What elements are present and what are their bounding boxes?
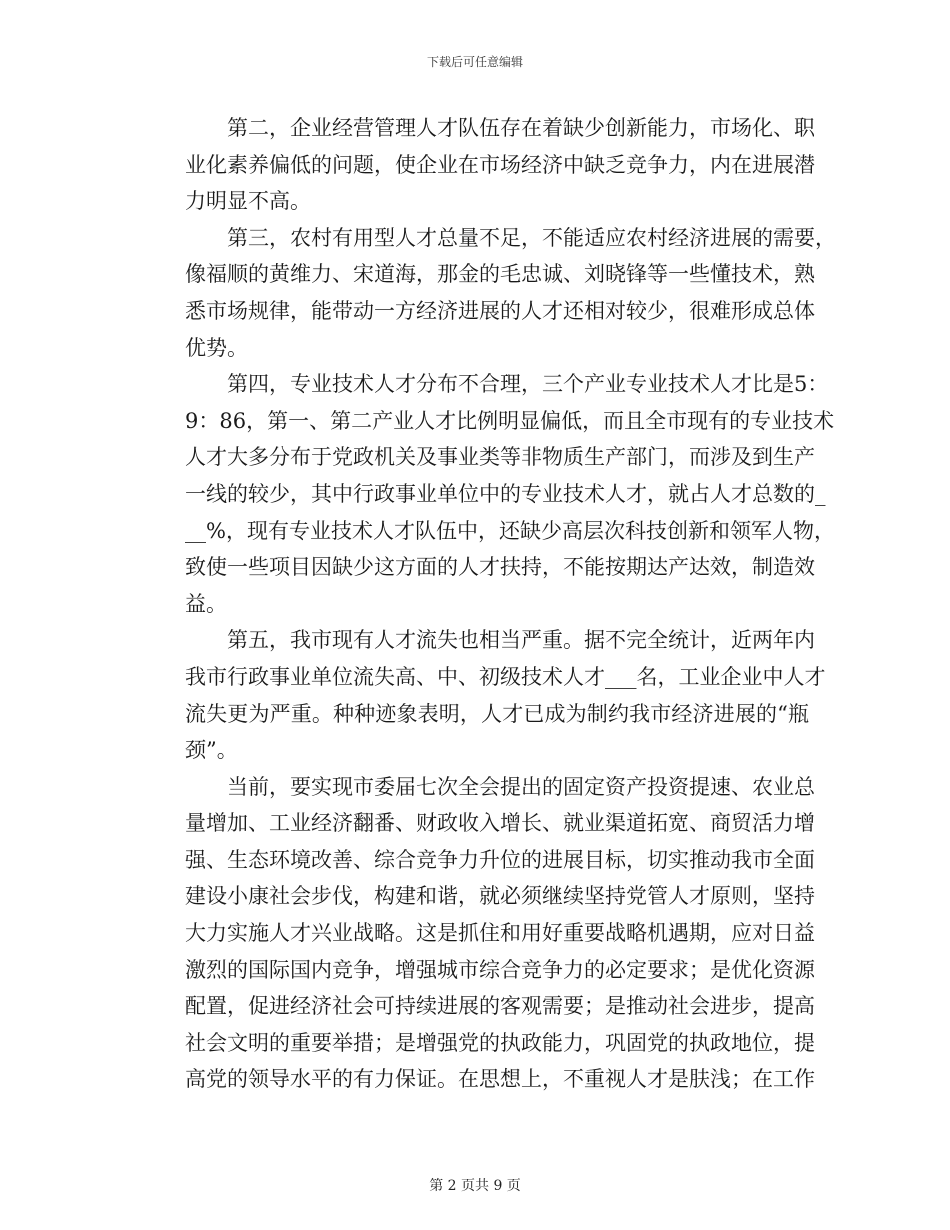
text-line: 第四，专业技术人才分布不合理，三个产业专业技术人才比是5： [227, 372, 829, 397]
text-line: 建设小康社会步伐，构建和谐，就必须继续坚持党管人才原则，坚持 [185, 884, 815, 909]
text-line: __%，现有专业技术人才队伍中，还缺少高层次科技创新和领军人物， [185, 518, 835, 543]
text-line: 业化素养偏低的问题，使企业在市场经济中缺乏竞争力，内在进展潜 [185, 152, 815, 177]
text-line: 一线的较少，其中行政事业单位中的专业技术人才，就占人才总数的_ [185, 481, 826, 506]
text-line: 量增加、工业经济翻番、财政收入增长、就业渠道拓宽、商贸活力增 [185, 811, 815, 836]
paragraph [143, 366, 835, 622]
text-line: 大力实施人才兴业战略。这是抓住和用好重要战略机遇期，应对日益 [185, 921, 815, 946]
text-line: 我市行政事业单位流失高、中、初级技术人才___名，工业企业中人才 [185, 664, 826, 689]
paragraph [143, 220, 836, 366]
text-line: 激烈的国际国内竞争，增强城市综合竞争力的必定要求；是优化资源 [185, 957, 815, 982]
page-header-note: 下载后可任意编辑 [426, 55, 523, 69]
text-line: 配置，促进经济社会可持续进展的客观需要；是推动社会进步，提高 [185, 994, 815, 1019]
text-line: 第二，企业经营管理人才队伍存在着缺少创新能力，市场化、职 [227, 116, 815, 140]
text-line: 像福顺的黄维力、宋道海，那金的毛忠诚、刘晓锋等一些懂技术，熟 [185, 262, 815, 287]
text-line: 颈”。 [185, 738, 238, 763]
text-line: 益。 [185, 591, 227, 616]
text-line: 高党的领导水平的有力保证。在思想上，不重视人才是肤浅；在工作 [185, 1067, 815, 1092]
paragraph [143, 622, 826, 768]
text-line: 流失更为严重。种种迹象表明，人才已成为制约我市经济进展的“瓶 [185, 701, 809, 726]
text-line: 当前，要实现市委届七次全会提出的固定资产投资提速、农业总 [227, 774, 815, 799]
text-line: 9：86，第一、第二产业人才比例明显偏低，而且全市现有的专业技术 [185, 408, 835, 433]
text-line: 致使一些项目因缺少这方面的人才扶持，不能按期达产达效，制造效 [185, 555, 815, 580]
text-line: 悉市场规律，能带动一方经济进展的人才还相对较少，很难形成总体 [185, 298, 815, 323]
text-line: 社会文明的重要举措；是增强党的执政能力，巩固党的执政地位，提 [185, 1030, 815, 1055]
text-line: 第五，我市现有人才流失也相当严重。据不完全统计，近两年内 [227, 628, 815, 653]
page-number-footer: 第 2 页共 9 页 [429, 1178, 521, 1194]
text-line: 人才大多分布于党政机关及事业类等非物质生产部门，而涉及到生产 [185, 445, 815, 470]
text-line: 优势。 [185, 335, 248, 360]
paragraph [143, 769, 815, 1098]
paragraph [143, 110, 815, 220]
document-body [143, 110, 836, 1098]
text-line: 力明显不高。 [185, 189, 311, 214]
text-line: 强、生态环境改善、综合竞争力升位的进展目标，切实推动我市全面 [185, 847, 815, 872]
text-line: 第三，农村有用型人才总量不足，不能适应农村经济进展的需要， [227, 225, 836, 250]
